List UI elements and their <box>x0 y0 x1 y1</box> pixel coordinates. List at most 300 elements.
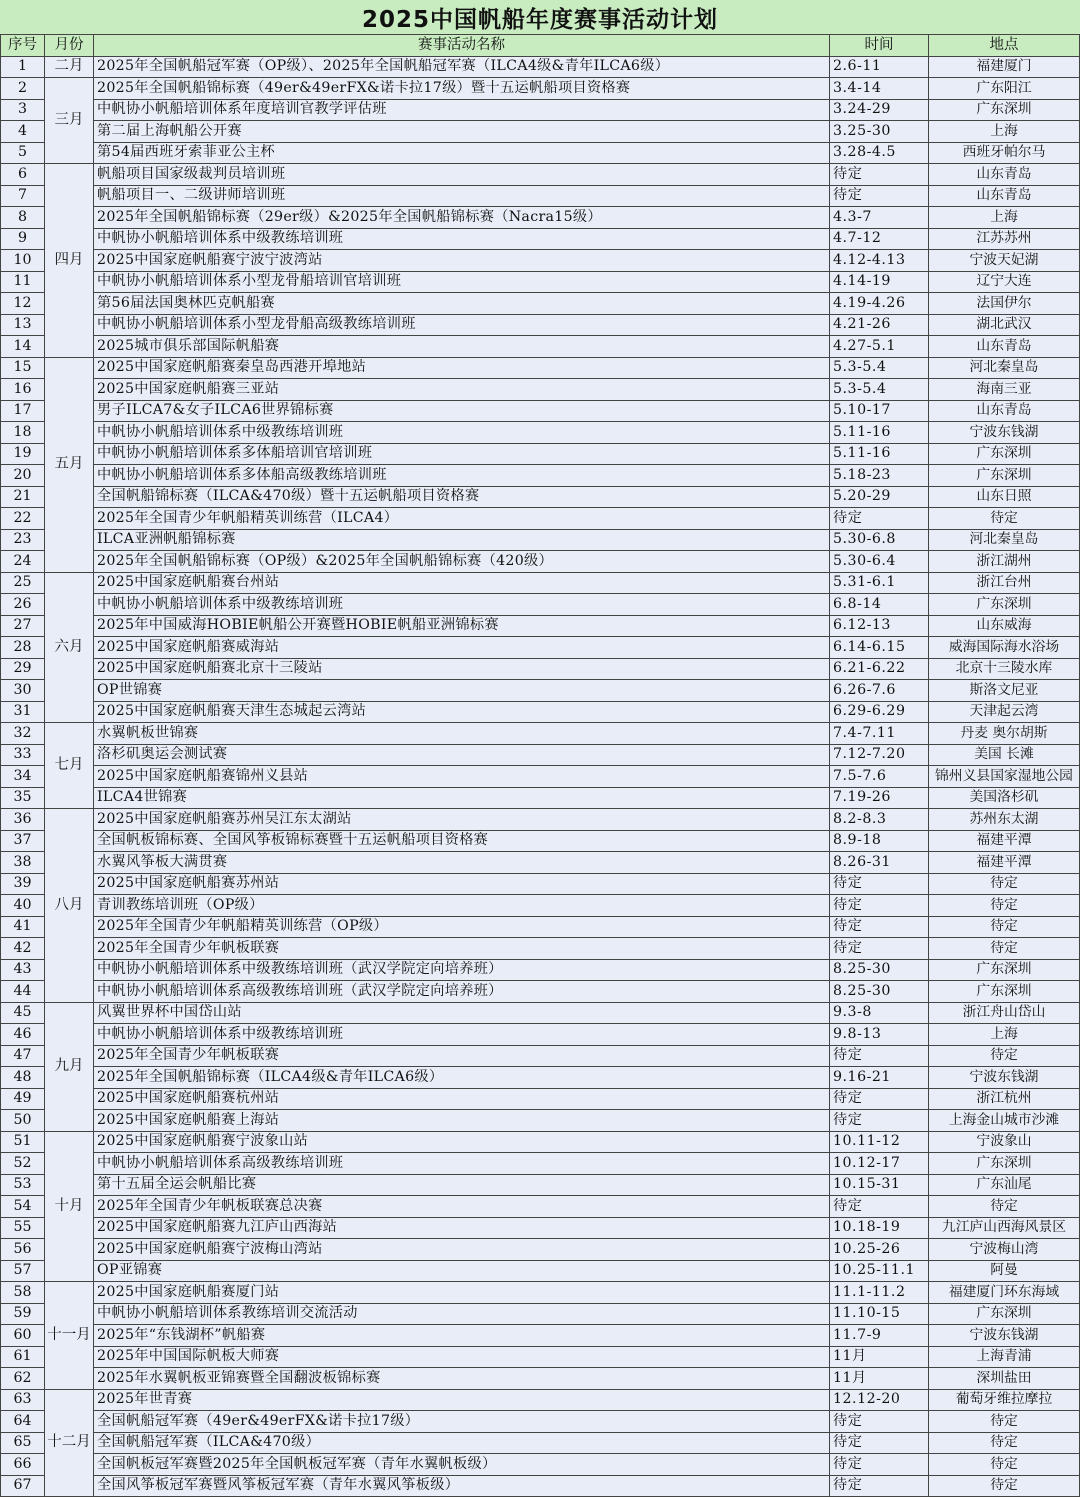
event-time: 5.31-6.1 <box>830 572 929 594</box>
event-time: 9.16-21 <box>830 1067 929 1089</box>
event-place: 山东青岛 <box>929 400 1080 422</box>
event-place: 天津起云湾 <box>929 701 1080 723</box>
event-time: 3.25-30 <box>830 121 929 143</box>
table-row <box>1 1131 1080 1153</box>
table-row <box>1 443 1080 465</box>
event-time: 8.25-30 <box>830 981 929 1003</box>
event-name: 2025年中国国际帆板大师赛 <box>94 1346 830 1368</box>
event-time: 5.11-16 <box>830 443 929 465</box>
header-month: 月份 <box>45 35 94 57</box>
row-number: 4 <box>1 121 45 143</box>
event-name: 2025中国家庭帆船赛锦州义县站 <box>94 766 830 788</box>
event-name: 2025年世青赛 <box>94 1389 830 1411</box>
event-place: 山东日照 <box>929 486 1080 508</box>
row-number: 7 <box>1 185 45 207</box>
event-name: 2025年水翼帆板亚锦赛暨全国翻波板锦标赛 <box>94 1368 830 1390</box>
event-place: 待定 <box>929 1454 1080 1476</box>
event-name: 2025中国家庭帆船赛宁波象山站 <box>94 1131 830 1153</box>
event-name: 第56届法国奥林匹克帆船赛 <box>94 293 830 315</box>
table-row <box>1 529 1080 551</box>
event-name: 中帆协小帆船培训体系中级教练培训班 <box>94 228 830 250</box>
event-time: 10.11-12 <box>830 1131 929 1153</box>
event-time: 3.24-29 <box>830 99 929 121</box>
table-row <box>1 895 1080 917</box>
event-name: 2025中国家庭帆船赛宁波宁波湾站 <box>94 250 830 272</box>
event-name: 帆船项目国家级裁判员培训班 <box>94 164 830 186</box>
event-place: 山东威海 <box>929 615 1080 637</box>
event-time: 4.3-7 <box>830 207 929 229</box>
row-number: 52 <box>1 1153 45 1175</box>
row-number: 64 <box>1 1411 45 1433</box>
event-place: 福建厦门 <box>929 56 1080 78</box>
table-row <box>1 572 1080 594</box>
event-place: 浙江杭州 <box>929 1088 1080 1110</box>
event-name: 全国帆船冠军赛（49er&49erFX&诺卡拉17级） <box>94 1411 830 1433</box>
table-row <box>1 551 1080 573</box>
event-name: 2025中国家庭帆船赛台州站 <box>94 572 830 594</box>
table-row <box>1 314 1080 336</box>
event-time: 6.8-14 <box>830 594 929 616</box>
table-row <box>1 1475 1080 1497</box>
event-place: 法国伊尔 <box>929 293 1080 315</box>
event-place: 上海 <box>929 1024 1080 1046</box>
table-row <box>1 508 1080 530</box>
row-number: 65 <box>1 1432 45 1454</box>
row-number: 28 <box>1 637 45 659</box>
event-time: 6.12-13 <box>830 615 929 637</box>
event-time: 待定 <box>830 185 929 207</box>
event-time: 10.25-11.1 <box>830 1260 929 1282</box>
table-row <box>1 228 1080 250</box>
table-row <box>1 1282 1080 1304</box>
event-name: ILCA4世锦赛 <box>94 787 830 809</box>
event-place: 葡萄牙维拉摩拉 <box>929 1389 1080 1411</box>
table-row <box>1 766 1080 788</box>
event-place: 美国 长滩 <box>929 744 1080 766</box>
row-number: 22 <box>1 508 45 530</box>
row-number: 43 <box>1 959 45 981</box>
header-name: 赛事活动名称 <box>94 35 830 57</box>
row-number: 50 <box>1 1110 45 1132</box>
event-place: 浙江湖州 <box>929 551 1080 573</box>
event-time: 11.7-9 <box>830 1325 929 1347</box>
event-place: 西班牙帕尔马 <box>929 142 1080 164</box>
event-name: 中帆协小帆船培训体系高级教练培训班 <box>94 1153 830 1175</box>
event-place: 待定 <box>929 1411 1080 1433</box>
table-row <box>1 185 1080 207</box>
event-name: 2025城市俱乐部国际帆船赛 <box>94 336 830 358</box>
event-place: 湖北武汉 <box>929 314 1080 336</box>
event-place: 宁波梅山湾 <box>929 1239 1080 1261</box>
row-number: 29 <box>1 658 45 680</box>
row-number: 58 <box>1 1282 45 1304</box>
event-time: 10.18-19 <box>830 1217 929 1239</box>
month-label: 十月 <box>45 1131 94 1282</box>
event-place: 待定 <box>929 1475 1080 1497</box>
event-name: OP亚锦赛 <box>94 1260 830 1282</box>
schedule-body <box>1 56 1080 1497</box>
event-name: 2025中国家庭帆船赛上海站 <box>94 1110 830 1132</box>
row-number: 20 <box>1 465 45 487</box>
row-number: 17 <box>1 400 45 422</box>
event-time: 3.4-14 <box>830 78 929 100</box>
table-row <box>1 142 1080 164</box>
event-time: 5.11-16 <box>830 422 929 444</box>
event-time: 10.25-26 <box>830 1239 929 1261</box>
event-place: 江苏苏州 <box>929 228 1080 250</box>
event-time: 8.26-31 <box>830 852 929 874</box>
event-name: 2025年全国帆船冠军赛（OP级）、2025年全国帆船冠军赛（ILCA4级&青年ILCA6级） <box>94 56 830 78</box>
event-place: 待定 <box>929 1432 1080 1454</box>
event-name: 2025年全国帆船锦标赛（49er&49erFX&诺卡拉17级）暨十五运帆船项目资格赛 <box>94 78 830 100</box>
event-time: 待定 <box>830 1411 929 1433</box>
row-number: 45 <box>1 1002 45 1024</box>
event-place: 斯洛文尼亚 <box>929 680 1080 702</box>
table-row <box>1 465 1080 487</box>
event-name: 中帆协小帆船培训体系中级教练培训班 <box>94 422 830 444</box>
event-name: 男子ILCA7&女子ILCA6世界锦标赛 <box>94 400 830 422</box>
row-number: 61 <box>1 1346 45 1368</box>
event-name: 2025中国家庭帆船赛北京十三陵站 <box>94 658 830 680</box>
row-number: 10 <box>1 250 45 272</box>
event-place: 美国洛杉矶 <box>929 787 1080 809</box>
event-place: 宁波天妃湖 <box>929 250 1080 272</box>
month-label: 九月 <box>45 1002 94 1131</box>
event-name: 中帆协小帆船培训体系中级教练培训班 <box>94 1024 830 1046</box>
event-time: 4.27-5.1 <box>830 336 929 358</box>
event-time: 8.9-18 <box>830 830 929 852</box>
event-place: 待定 <box>929 938 1080 960</box>
table-row <box>1 1045 1080 1067</box>
table-row <box>1 1024 1080 1046</box>
row-number: 18 <box>1 422 45 444</box>
event-time: 待定 <box>830 1088 929 1110</box>
event-time: 6.14-6.15 <box>830 637 929 659</box>
event-name: 2025年全国帆船锦标赛（ILCA4级&青年ILCA6级） <box>94 1067 830 1089</box>
event-name: 2025年全国青少年帆板联赛 <box>94 938 830 960</box>
event-time: 5.30-6.8 <box>830 529 929 551</box>
event-time: 3.28-4.5 <box>830 142 929 164</box>
table-row <box>1 121 1080 143</box>
row-number: 63 <box>1 1389 45 1411</box>
event-time: 6.26-7.6 <box>830 680 929 702</box>
row-number: 53 <box>1 1174 45 1196</box>
event-time: 待定 <box>830 938 929 960</box>
table-row <box>1 336 1080 358</box>
row-number: 14 <box>1 336 45 358</box>
row-number: 41 <box>1 916 45 938</box>
row-number: 62 <box>1 1368 45 1390</box>
event-place: 上海青浦 <box>929 1346 1080 1368</box>
event-name: 水翼风筝板大满贯赛 <box>94 852 830 874</box>
table-row <box>1 637 1080 659</box>
event-time: 待定 <box>830 1475 929 1497</box>
row-number: 25 <box>1 572 45 594</box>
header-row <box>1 35 1080 57</box>
row-number: 30 <box>1 680 45 702</box>
event-time: 4.12-4.13 <box>830 250 929 272</box>
event-time: 11.1-11.2 <box>830 1282 929 1304</box>
table-row <box>1 422 1080 444</box>
row-number: 2 <box>1 78 45 100</box>
table-row <box>1 400 1080 422</box>
event-time: 10.12-17 <box>830 1153 929 1175</box>
event-place: 苏州东太湖 <box>929 809 1080 831</box>
row-number: 46 <box>1 1024 45 1046</box>
table-row <box>1 1260 1080 1282</box>
row-number: 12 <box>1 293 45 315</box>
row-number: 57 <box>1 1260 45 1282</box>
table-row <box>1 723 1080 745</box>
event-name: 2025中国家庭帆船赛威海站 <box>94 637 830 659</box>
header-time: 时间 <box>830 35 929 57</box>
table-row <box>1 78 1080 100</box>
row-number: 34 <box>1 766 45 788</box>
table-row <box>1 680 1080 702</box>
page-title: 2025中国帆船年度赛事活动计划 <box>0 0 1080 35</box>
row-number: 67 <box>1 1475 45 1497</box>
table-row <box>1 830 1080 852</box>
event-place: 北京十三陵水库 <box>929 658 1080 680</box>
row-number: 37 <box>1 830 45 852</box>
event-name: 2025年全国青少年帆船精英训练营（ILCA4） <box>94 508 830 530</box>
row-number: 54 <box>1 1196 45 1218</box>
event-place: 深圳盐田 <box>929 1368 1080 1390</box>
event-name: 2025年全国帆船锦标赛（29er级）&2025年全国帆船锦标赛（Nacra15级） <box>94 207 830 229</box>
month-label: 二月 <box>45 56 94 78</box>
row-number: 8 <box>1 207 45 229</box>
event-time: 10.15-31 <box>830 1174 929 1196</box>
row-number: 13 <box>1 314 45 336</box>
row-number: 59 <box>1 1303 45 1325</box>
event-time: 5.3-5.4 <box>830 379 929 401</box>
row-number: 44 <box>1 981 45 1003</box>
event-place: 广东深圳 <box>929 594 1080 616</box>
table-row <box>1 1303 1080 1325</box>
table-row <box>1 1239 1080 1261</box>
event-place: 河北秦皇岛 <box>929 357 1080 379</box>
event-name: 2025年全国青少年帆板联赛 <box>94 1045 830 1067</box>
row-number: 33 <box>1 744 45 766</box>
table-row <box>1 1088 1080 1110</box>
table-row <box>1 1368 1080 1390</box>
event-time: 7.12-7.20 <box>830 744 929 766</box>
event-place: 广东深圳 <box>929 959 1080 981</box>
event-time: 待定 <box>830 873 929 895</box>
event-time: 待定 <box>830 916 929 938</box>
table-row <box>1 916 1080 938</box>
month-label: 十一月 <box>45 1282 94 1390</box>
event-place: 宁波东钱湖 <box>929 1325 1080 1347</box>
event-place: 上海金山城市沙滩 <box>929 1110 1080 1132</box>
event-time: 8.25-30 <box>830 959 929 981</box>
event-place: 上海 <box>929 207 1080 229</box>
table-row <box>1 207 1080 229</box>
event-time: 待定 <box>830 1454 929 1476</box>
event-name: 2025年全国青少年帆船精英训练营（OP级） <box>94 916 830 938</box>
table-row <box>1 1002 1080 1024</box>
table-row <box>1 1432 1080 1454</box>
month-label: 七月 <box>45 723 94 809</box>
event-place: 待定 <box>929 508 1080 530</box>
table-row <box>1 852 1080 874</box>
row-number: 11 <box>1 271 45 293</box>
event-time: 4.21-26 <box>830 314 929 336</box>
month-label: 三月 <box>45 78 94 164</box>
row-number: 19 <box>1 443 45 465</box>
event-name: 中帆协小帆船培训体系多体船培训官培训班 <box>94 443 830 465</box>
event-place: 海南三亚 <box>929 379 1080 401</box>
event-time: 9.3-8 <box>830 1002 929 1024</box>
row-number: 32 <box>1 723 45 745</box>
event-name: 第十五届全运会帆船比赛 <box>94 1174 830 1196</box>
event-name: 中帆协小帆船培训体系教练培训交流活动 <box>94 1303 830 1325</box>
row-number: 23 <box>1 529 45 551</box>
event-name: 中帆协小帆船培训体系小型龙骨船培训官培训班 <box>94 271 830 293</box>
row-number: 27 <box>1 615 45 637</box>
row-number: 26 <box>1 594 45 616</box>
event-place: 福建厦门环东海域 <box>929 1282 1080 1304</box>
row-number: 55 <box>1 1217 45 1239</box>
event-time: 6.29-6.29 <box>830 701 929 723</box>
event-place: 福建平潭 <box>929 830 1080 852</box>
table-row <box>1 1217 1080 1239</box>
table-row <box>1 250 1080 272</box>
event-name: 帆船项目一、二级讲师培训班 <box>94 185 830 207</box>
table-row <box>1 1454 1080 1476</box>
event-place: 广东深圳 <box>929 465 1080 487</box>
event-place: 阿曼 <box>929 1260 1080 1282</box>
table-row <box>1 744 1080 766</box>
row-number: 38 <box>1 852 45 874</box>
event-name: 水翼帆板世锦赛 <box>94 723 830 745</box>
event-name: 2025中国家庭帆船赛秦皇岛西港开埠地站 <box>94 357 830 379</box>
header-place: 地点 <box>929 35 1080 57</box>
event-time: 5.18-23 <box>830 465 929 487</box>
row-number: 66 <box>1 1454 45 1476</box>
row-number: 39 <box>1 873 45 895</box>
row-number: 24 <box>1 551 45 573</box>
event-place: 待定 <box>929 1045 1080 1067</box>
event-name: 第二届上海帆船公开赛 <box>94 121 830 143</box>
table-row <box>1 1174 1080 1196</box>
event-name: 全国风筝板冠军赛暨风筝板冠军赛（青年水翼风筝板级） <box>94 1475 830 1497</box>
event-time: 5.20-29 <box>830 486 929 508</box>
event-place: 山东青岛 <box>929 336 1080 358</box>
row-number: 21 <box>1 486 45 508</box>
event-place: 浙江台州 <box>929 572 1080 594</box>
event-place: 九江庐山西海风景区 <box>929 1217 1080 1239</box>
event-time: 5.10-17 <box>830 400 929 422</box>
event-time: 5.30-6.4 <box>830 551 929 573</box>
event-time: 待定 <box>830 1432 929 1454</box>
table-row <box>1 701 1080 723</box>
row-number: 40 <box>1 895 45 917</box>
event-place: 待定 <box>929 895 1080 917</box>
event-name: 中帆协小帆船培训体系中级教练培训班（武汉学院定向培养班） <box>94 959 830 981</box>
table-row <box>1 1067 1080 1089</box>
month-label: 五月 <box>45 357 94 572</box>
table-row <box>1 271 1080 293</box>
table-row <box>1 938 1080 960</box>
event-name: 洛杉矶奥运会测试赛 <box>94 744 830 766</box>
table-row <box>1 56 1080 78</box>
table-row <box>1 1110 1080 1132</box>
event-name: 青训教练培训班（OP级） <box>94 895 830 917</box>
event-place: 丹麦 奥尔胡斯 <box>929 723 1080 745</box>
event-time: 11.10-15 <box>830 1303 929 1325</box>
event-time: 4.14-19 <box>830 271 929 293</box>
table-row <box>1 1325 1080 1347</box>
row-number: 31 <box>1 701 45 723</box>
table-row <box>1 357 1080 379</box>
event-name: ILCA亚洲帆船锦标赛 <box>94 529 830 551</box>
event-place: 宁波东钱湖 <box>929 1067 1080 1089</box>
event-place: 河北秦皇岛 <box>929 529 1080 551</box>
table-row <box>1 615 1080 637</box>
event-name: 2025年“东钱湖杯”帆船赛 <box>94 1325 830 1347</box>
event-name: 中帆协小帆船培训体系小型龙骨船高级教练培训班 <box>94 314 830 336</box>
row-number: 51 <box>1 1131 45 1153</box>
table-row <box>1 873 1080 895</box>
row-number: 60 <box>1 1325 45 1347</box>
table-row <box>1 1196 1080 1218</box>
event-place: 广东深圳 <box>929 1303 1080 1325</box>
event-time: 待定 <box>830 164 929 186</box>
row-number: 42 <box>1 938 45 960</box>
event-name: 2025中国家庭帆船赛三亚站 <box>94 379 830 401</box>
event-time: 12.12-20 <box>830 1389 929 1411</box>
event-place: 待定 <box>929 1196 1080 1218</box>
event-place: 广东深圳 <box>929 981 1080 1003</box>
event-time: 4.7-12 <box>830 228 929 250</box>
event-time: 5.3-5.4 <box>830 357 929 379</box>
event-place: 锦州义县国家湿地公园 <box>929 766 1080 788</box>
event-place: 上海 <box>929 121 1080 143</box>
header-num: 序号 <box>1 35 45 57</box>
event-time: 待定 <box>830 895 929 917</box>
event-name: 第54届西班牙索菲亚公主杯 <box>94 142 830 164</box>
event-time: 7.5-7.6 <box>830 766 929 788</box>
event-name: 2025年中国威海HOBIE帆船公开赛暨HOBIE帆船亚洲锦标赛 <box>94 615 830 637</box>
event-place: 宁波东钱湖 <box>929 422 1080 444</box>
event-time: 11月 <box>830 1368 929 1390</box>
event-time: 4.19-4.26 <box>830 293 929 315</box>
row-number: 3 <box>1 99 45 121</box>
event-name: 2025中国家庭帆船赛天津生态城起云湾站 <box>94 701 830 723</box>
event-name: 2025中国家庭帆船赛宁波梅山湾站 <box>94 1239 830 1261</box>
event-place: 辽宁大连 <box>929 271 1080 293</box>
event-name: 2025中国家庭帆船赛杭州站 <box>94 1088 830 1110</box>
event-time: 7.19-26 <box>830 787 929 809</box>
event-name: 2025年全国帆船锦标赛（OP级）&2025年全国帆船锦标赛（420级） <box>94 551 830 573</box>
event-place: 广东深圳 <box>929 99 1080 121</box>
schedule-table <box>0 34 1080 1497</box>
event-name: 全国帆板冠军赛暨2025年全国帆板冠军赛（青年水翼帆板级） <box>94 1454 830 1476</box>
event-name: 2025中国家庭帆船赛九江庐山西海站 <box>94 1217 830 1239</box>
table-row <box>1 787 1080 809</box>
event-name: 全国帆板锦标赛、全国风筝板锦标赛暨十五运帆船项目资格赛 <box>94 830 830 852</box>
table-row <box>1 809 1080 831</box>
row-number: 9 <box>1 228 45 250</box>
month-label: 十二月 <box>45 1389 94 1497</box>
event-name: 中帆协小帆船培训体系中级教练培训班 <box>94 594 830 616</box>
table-row <box>1 1153 1080 1175</box>
event-place: 浙江舟山岱山 <box>929 1002 1080 1024</box>
event-name: 风翼世界杯中国岱山站 <box>94 1002 830 1024</box>
row-number: 35 <box>1 787 45 809</box>
event-name: 中帆协小帆船培训体系年度培训官教学评估班 <box>94 99 830 121</box>
